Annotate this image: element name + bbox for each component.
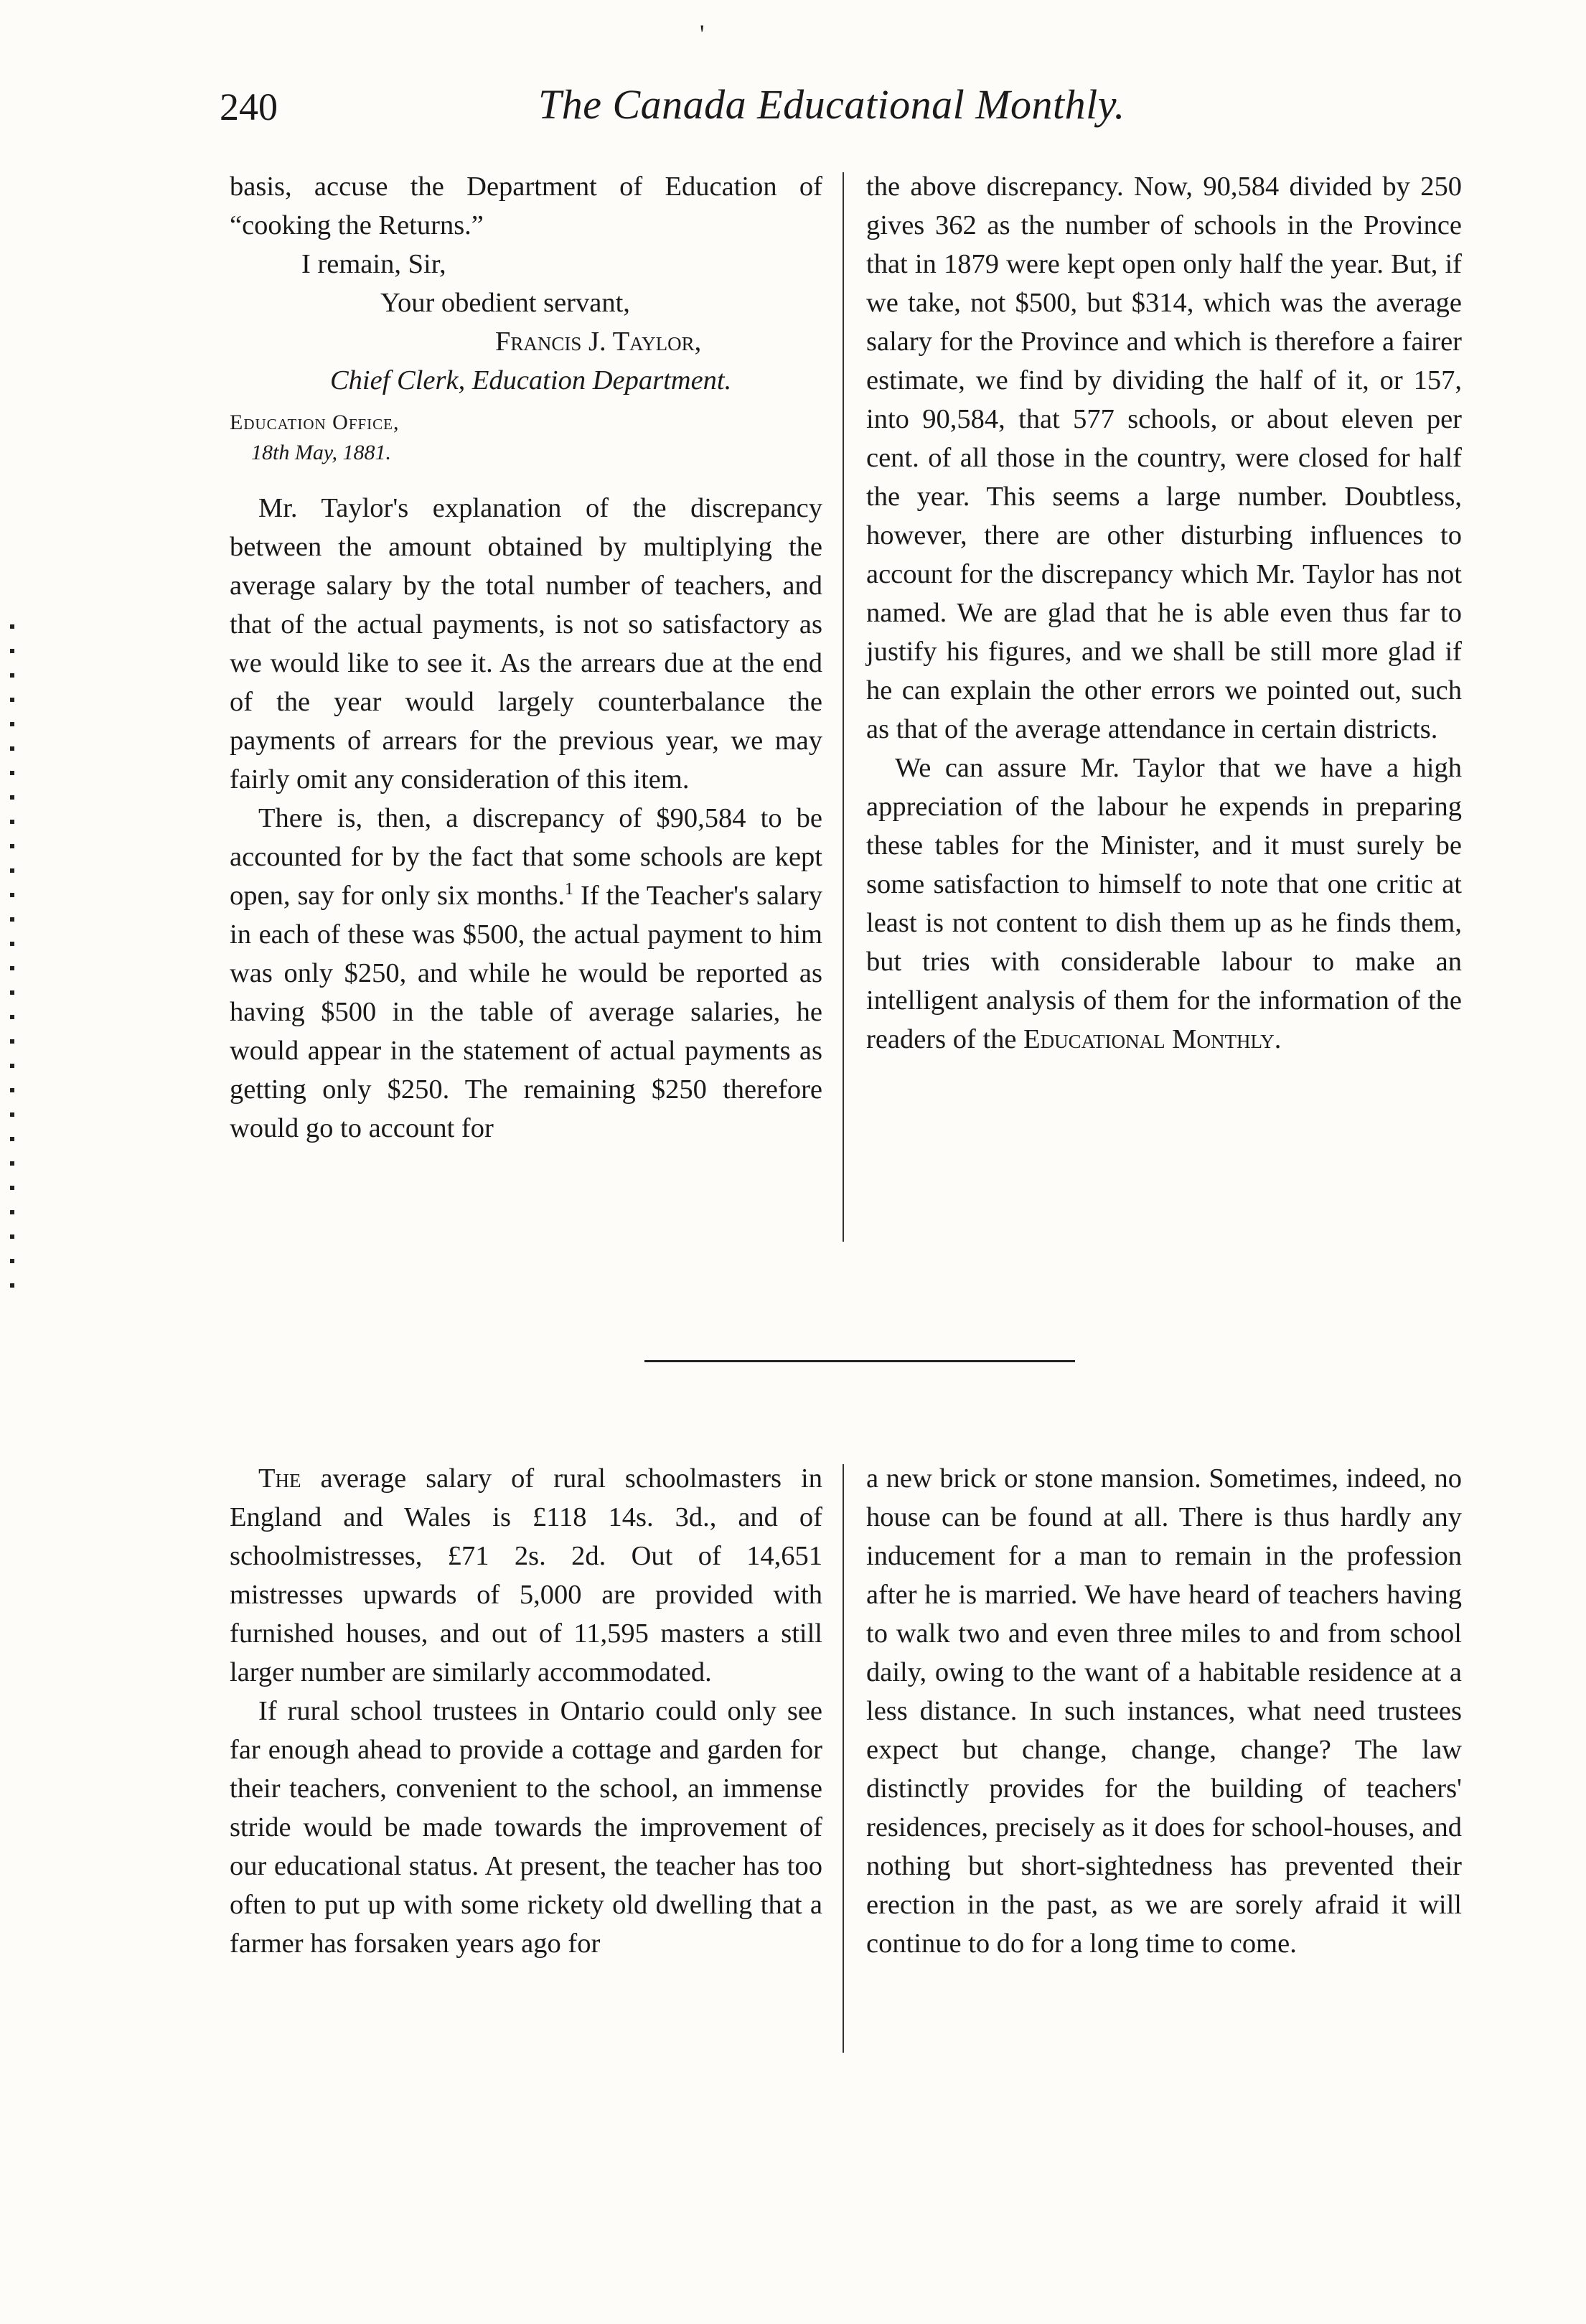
column-3 xyxy=(230,1459,822,1963)
paragraph-text: There is, then, a discrepancy of $90,584 to be accounted for by the fact that some schools are kept open, say for only six months. xyxy=(230,803,822,911)
signature-servant: Your obedient servant, xyxy=(380,288,630,318)
journal-name: Educational Monthly. xyxy=(1023,1024,1282,1054)
paragraph xyxy=(230,799,822,1148)
lead-word: The xyxy=(258,1463,301,1494)
column-2 xyxy=(866,167,1462,1059)
date-line: 18th May, 1881. xyxy=(251,441,391,464)
page-number: 240 xyxy=(220,85,278,128)
paragraph-text: average salary of rural schoolmasters in England and Wales is £118 14s. 3d., and of schoolmistresses, £71 2s. 2d. Out of 14,651 mistresses upwards of 5,000 are provided with furnished houses, and out of 11,595 masters a still larger number are similarly accommodated. xyxy=(230,1463,822,1687)
signature-remain: I remain, Sir, xyxy=(301,249,446,279)
column-1 xyxy=(230,167,822,1148)
column-4 xyxy=(866,1459,1462,1963)
running-title: The Canada Educational Monthly. xyxy=(538,81,1125,128)
section-separator xyxy=(644,1360,1075,1362)
margin-marks xyxy=(10,624,14,1306)
paragraph: If rural school trustees in Ontario could only see far enough ahead to provide a cottage and garden for their teachers, convenient to the school, an immense stride would be made towards the improvement of our educational status. At present, the teacher has too often to put up with some rickety old dwelling that a farmer has forsaken years ago for xyxy=(230,1696,822,1959)
footnote-mark: 1 xyxy=(564,880,573,899)
column-rule-top xyxy=(843,172,844,1242)
top-mark: ' xyxy=(700,19,705,48)
signature-name: Francis J. Taylor, xyxy=(495,327,702,357)
paragraph xyxy=(230,1459,822,1692)
paragraph-text: If the Teacher's salary in each of these was $500, the actual payment to him was only $250, and while he would be reported as having $500 in the table of average salaries, he would appear in the statement of actual payments as getting only $250. The remaining $250 therefore would go to account for xyxy=(230,881,822,1143)
office-line: Education Office, xyxy=(230,411,400,434)
column-rule-bottom xyxy=(843,1464,844,2053)
paragraph-text: We can assure Mr. Taylor that we have a high appreciation of the labour he expends in preparing these tables for the Minister, and it must surely be some satisfaction to himself to note that one critic at least is not content to dish them up as he finds them, but tries with considerable labour to make an intelligent analysis of them for the information of the readers of the xyxy=(866,753,1462,1054)
signature-title: Chief Clerk, Education Department. xyxy=(330,365,732,395)
paragraph: the above discrepancy. Now, 90,584 divided by 250 gives 362 as the number of schools in the Province that in 1879 were kept open only half the year. But, if we take, not $500, but $314, which was the average salary for the Province and which is therefore a fairer estimate, we find by dividing the half of it, or 157, into 90,584, that 577 schools, or about eleven per cent. of all those in the country, were closed for half the year. This seems a large number. Doubtless, however, there are other disturbing influences to account for the discrepancy which Mr. Taylor has not named. We are glad that he is able even thus far to justify his figures, and we shall be still more glad if he can explain the other errors we pointed out, such as that of the average attendance in certain districts. xyxy=(866,172,1462,744)
letter-closing-paragraph: basis, accuse the Department of Education of “cooking the Returns.” xyxy=(230,172,822,240)
paragraph xyxy=(866,749,1462,1059)
paragraph: a new brick or stone mansion. Sometimes, indeed, no house can be found at all. There is thus hardly any inducement for a man to remain in the profession after he is married. We have heard of teachers having to walk two and even three miles to and from school daily, owing to the want of a habitable residence at a less distance. In such instances, what need trustees expect but change, change, change? The law distinctly provides for the building of teachers' residences, precisely as it does for school-houses, and nothing but short-sightedness has prevented their erection in the past, as we are sorely afraid it will continue to do for a long time to come. xyxy=(866,1463,1462,1959)
paragraph: Mr. Taylor's explanation of the discrepancy between the amount obtained by multiplying the average salary by the total number of teachers, and that of the actual payments, is not so satisfactory as we would like to see it. As the arrears due at the end of the year would largely counterbalance the payments of arrears for the previous year, we may fairly omit any consideration of this item. xyxy=(230,493,822,795)
